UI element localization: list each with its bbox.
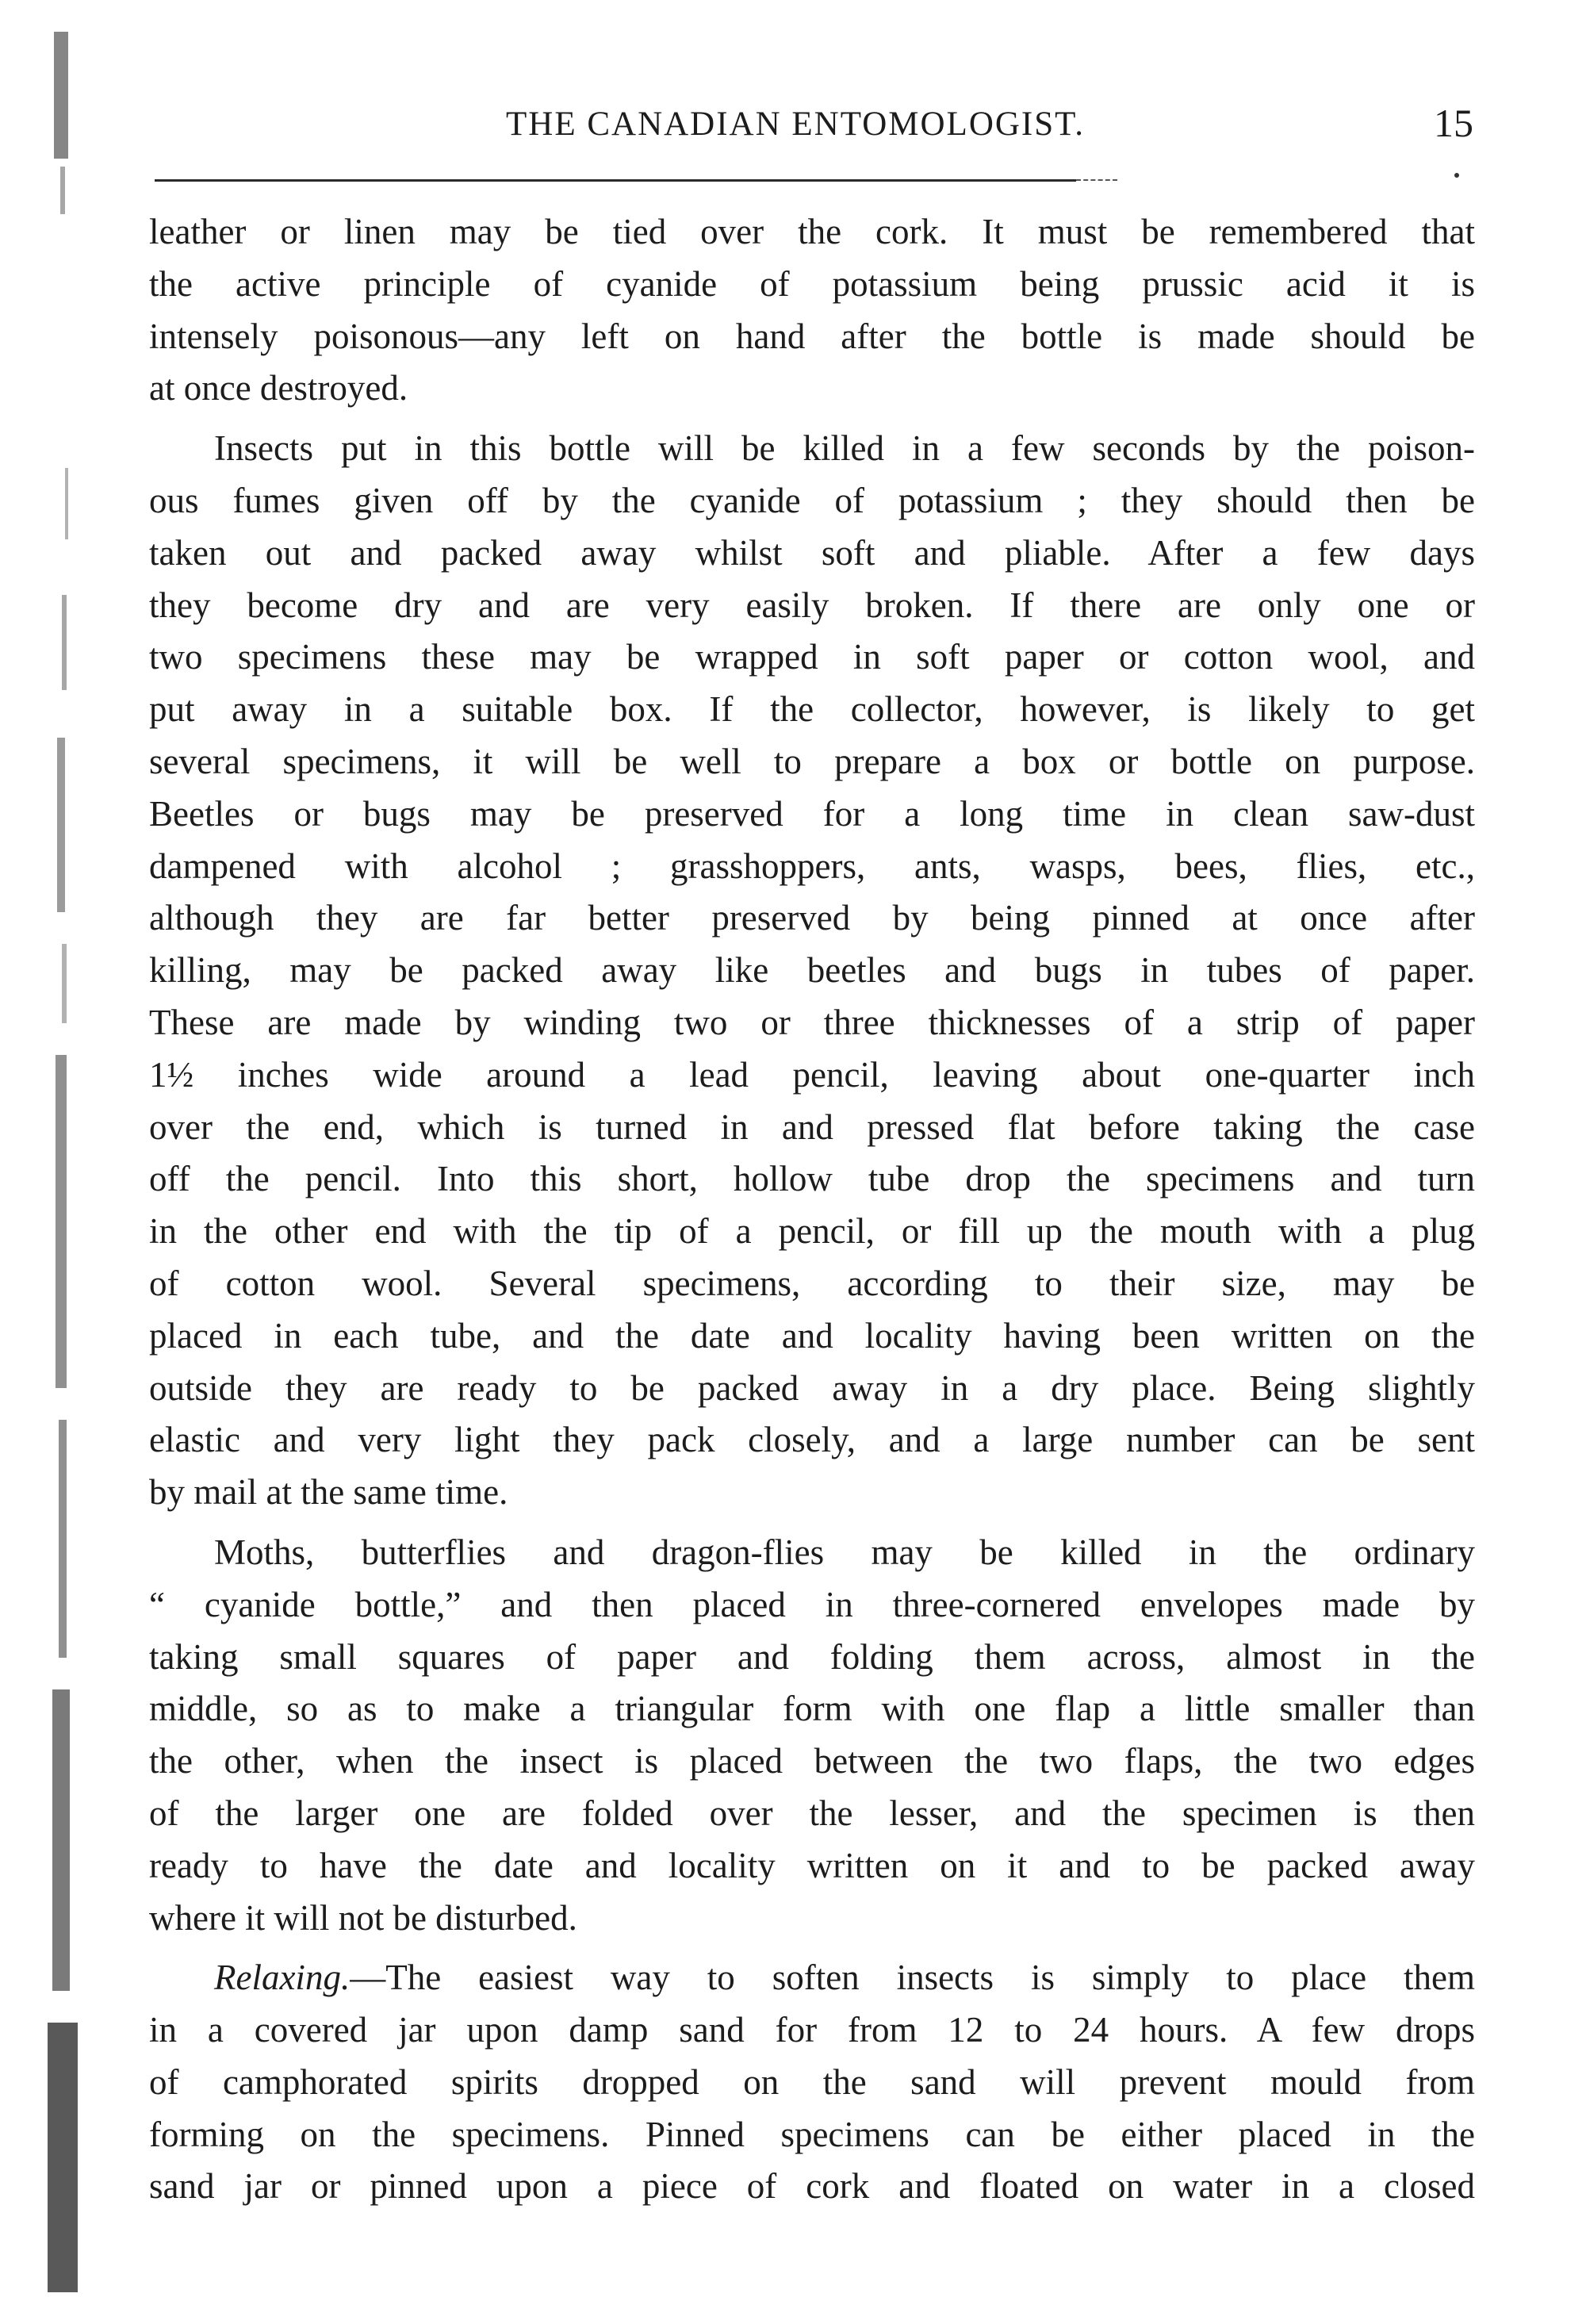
section-lead-text: —The easiest way to soften insects is simply to place them: [350, 1958, 1475, 1998]
text-line: two specimens these may be wrapped in soft paper or cotton wool, and: [149, 637, 1475, 677]
text-line: 1½ inches wide around a lead pencil, leaving about one-quarter inch: [149, 1054, 1475, 1095]
text-line: Insects put in this bottle will be killed in a few seconds by the poison-: [214, 428, 1475, 469]
text-line: forming on the specimens. Pinned specimens can be either placed in the: [149, 2114, 1475, 2154]
text-line: Moths, butterflies and dragon-flies may be killed in the ordinary: [214, 1532, 1475, 1572]
text-line: ready to have the date and locality written on it and to be packed away: [149, 1845, 1475, 1885]
text-line: intensely poisonous—any left on hand after the bottle is made should be: [149, 316, 1475, 356]
page-number: 15: [1434, 101, 1473, 145]
text-line: of the larger one are folded over the lesser, and the specimen is then: [149, 1793, 1475, 1833]
running-head: [149, 95, 1473, 151]
text-line: in a covered jar upon damp sand for from 12 to 24 hours. A few drops: [149, 2010, 1475, 2050]
text-line: These are made by winding two or three thicknesses of a strip of paper: [149, 1002, 1475, 1042]
paragraph: [149, 1952, 1475, 2213]
text-line: [149, 1952, 1475, 2004]
body-text: [149, 206, 1475, 2213]
text-line: the other, when the insect is placed between the two flaps, the two edges: [149, 1741, 1475, 1781]
binding-edge-texture: [38, 24, 94, 2308]
section-lead-italic: Relaxing.: [214, 1958, 351, 1998]
header-dot: [1454, 173, 1459, 178]
text-line: Beetles or bugs may be preserved for a long time in clean saw-dust: [149, 793, 1475, 834]
text-line: several specimens, it will be well to prepare a box or bottle on purpose.: [149, 741, 1475, 781]
text-line: “ cyanide bottle,” and then placed in three-cornered envelopes made by: [149, 1584, 1475, 1624]
text-line: dampened with alcohol ; grasshoppers, ants, wasps, bees, flies, etc.,: [149, 846, 1475, 886]
text-line: they become dry and are very easily broken. If there are only one or: [149, 585, 1475, 625]
text-line: of camphorated spirits dropped on the sand will prevent mould from: [149, 2061, 1475, 2102]
paragraph: [149, 1527, 1475, 1944]
text-line: in the other end with the tip of a pencil, or fill up the mouth with a plug: [149, 1211, 1475, 1252]
text-line: by mail at the same time.: [149, 1472, 508, 1513]
text-line: at once destroyed.: [149, 368, 408, 408]
text-line: middle, so as to make a triangular form with one flap a little smaller than: [149, 1689, 1475, 1729]
text-line: put away in a suitable box. If the collector, however, is likely to get: [149, 689, 1475, 730]
text-line: killing, may be packed away like beetles and bugs in tubes of paper.: [149, 950, 1475, 991]
text-line: off the pencil. Into this short, hollow tube drop the specimens and turn: [149, 1159, 1475, 1199]
text-line: where it will not be disturbed.: [149, 1897, 577, 1938]
text-line: elastic and very light they pack closely, and a large number can be sent: [149, 1420, 1475, 1460]
text-line: taking small squares of paper and folding them across, almost in the: [149, 1636, 1475, 1677]
text-line: sand jar or pinned upon a piece of cork and floated on water in a closed: [149, 2166, 1475, 2207]
paragraph: [149, 206, 1475, 415]
text-line: placed in each tube, and the date and locality having been written on the: [149, 1315, 1475, 1356]
text-line: ous fumes given off by the cyanide of potassium ; they should then be: [149, 480, 1475, 520]
text-line: although they are far better preserved by being pinned at once after: [149, 898, 1475, 938]
header-rule: [155, 179, 1076, 182]
header-rule-tail: [1076, 179, 1117, 181]
text-line: over the end, which is turned in and pressed flat before taking the case: [149, 1106, 1475, 1147]
text-line: of cotton wool. Several specimens, according to their size, may be: [149, 1263, 1475, 1303]
text-line: taken out and packed away whilst soft and pliable. After a few days: [149, 532, 1475, 573]
text-line: the active principle of cyanide of potassium being prussic acid it is: [149, 263, 1475, 304]
running-title: THE CANADIAN ENTOMOLOGIST.: [506, 105, 1085, 143]
paragraph: [149, 423, 1475, 1519]
text-line: leather or linen may be tied over the cork. It must be remembered that: [149, 212, 1475, 251]
text-line: outside they are ready to be packed away in a dry place. Being slightly: [149, 1367, 1475, 1408]
